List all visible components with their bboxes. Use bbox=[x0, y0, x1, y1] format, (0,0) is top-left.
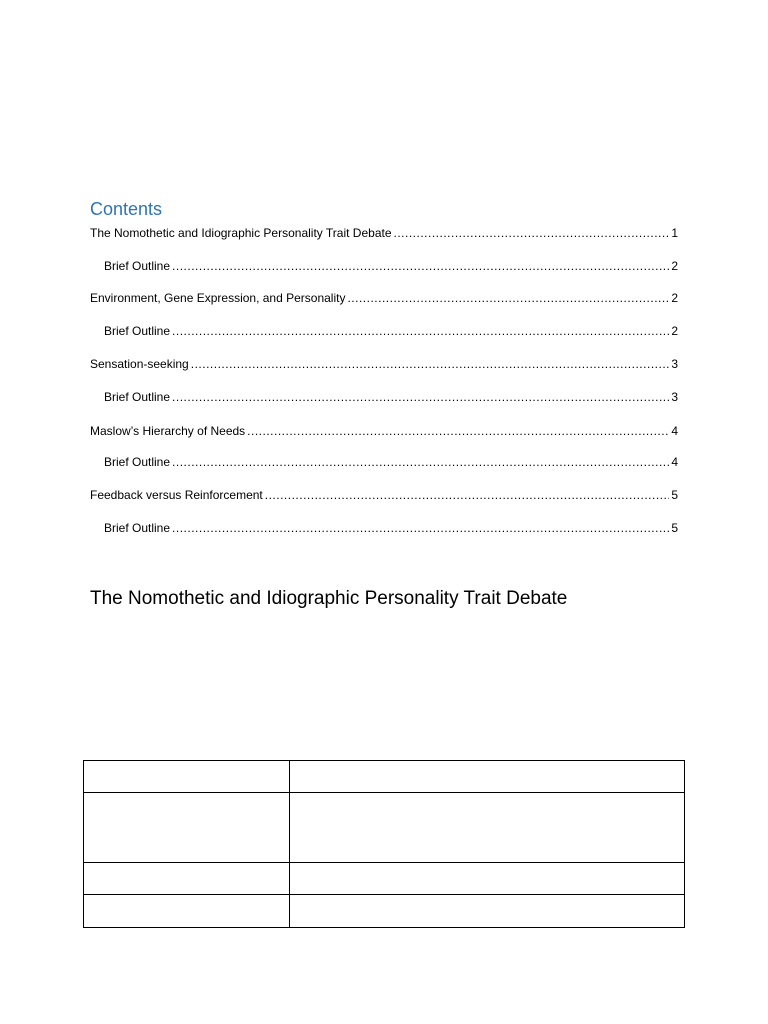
table-cell[interactable] bbox=[84, 895, 290, 928]
toc-entry[interactable] bbox=[104, 388, 678, 406]
toc-dot-leader bbox=[191, 355, 670, 373]
toc-dot-leader bbox=[347, 289, 669, 307]
table-cell[interactable] bbox=[289, 793, 684, 863]
table-cell[interactable] bbox=[84, 863, 290, 895]
toc-entry[interactable] bbox=[90, 355, 678, 373]
table-cell[interactable] bbox=[84, 761, 290, 793]
toc-entry-title: Sensation-seeking bbox=[90, 357, 189, 371]
toc-entry-title: Maslow’s Hierarchy of Needs bbox=[90, 424, 246, 438]
toc-entry-title: Brief Outline bbox=[104, 390, 171, 404]
toc-dot-leader bbox=[247, 422, 669, 440]
toc-entry-page: 2 bbox=[671, 259, 678, 273]
table-row bbox=[84, 761, 685, 793]
toc-dot-leader bbox=[172, 322, 669, 340]
contents-heading: Contents bbox=[90, 199, 163, 219]
toc-dot-leader bbox=[394, 224, 670, 242]
table-cell[interactable] bbox=[289, 863, 684, 895]
toc-entry-title: Brief Outline bbox=[104, 259, 171, 273]
toc-dot-leader bbox=[172, 519, 669, 537]
toc-entry-page: 3 bbox=[671, 357, 678, 371]
empty-table bbox=[83, 760, 685, 928]
toc-entry-page: 5 bbox=[671, 488, 678, 502]
table-cell[interactable] bbox=[84, 793, 290, 863]
toc-dot-leader bbox=[172, 257, 669, 275]
toc-entry-title: Feedback versus Reinforcement bbox=[90, 488, 263, 502]
toc-entry[interactable] bbox=[104, 257, 678, 275]
table-row bbox=[84, 895, 685, 928]
toc-entry[interactable] bbox=[104, 519, 678, 537]
toc-entry-page: 5 bbox=[671, 521, 678, 535]
toc-entry[interactable] bbox=[90, 422, 678, 440]
toc-dot-leader bbox=[265, 486, 670, 504]
toc-entry[interactable] bbox=[104, 322, 678, 340]
toc-entry-title: Brief Outline bbox=[104, 521, 171, 535]
table-cell[interactable] bbox=[289, 895, 684, 928]
toc-entry-page: 1 bbox=[671, 226, 678, 240]
toc-entry-page: 2 bbox=[671, 324, 678, 338]
toc-entry-title: The Nomothetic and Idiographic Personality Trait Debate bbox=[90, 226, 392, 240]
toc-entry-page: 4 bbox=[671, 455, 678, 469]
toc-entry-title: Brief Outline bbox=[104, 455, 171, 469]
toc-dot-leader bbox=[172, 388, 669, 406]
toc-entry-title: Environment, Gene Expression, and Personality bbox=[90, 291, 346, 305]
toc-entry[interactable] bbox=[90, 486, 678, 504]
toc-entry[interactable] bbox=[90, 289, 678, 307]
toc-dot-leader bbox=[172, 453, 669, 471]
toc-entry-page: 3 bbox=[671, 390, 678, 404]
toc-entry-page: 4 bbox=[671, 424, 678, 438]
table-row bbox=[84, 863, 685, 895]
toc-entry-page: 2 bbox=[671, 291, 678, 305]
toc-entry[interactable] bbox=[90, 224, 678, 242]
toc-entry-title: Brief Outline bbox=[104, 324, 171, 338]
section-heading: The Nomothetic and Idiographic Personality Trait Debate bbox=[90, 588, 568, 609]
table-row bbox=[84, 793, 685, 863]
toc-entry[interactable] bbox=[104, 453, 678, 471]
table-cell[interactable] bbox=[289, 761, 684, 793]
